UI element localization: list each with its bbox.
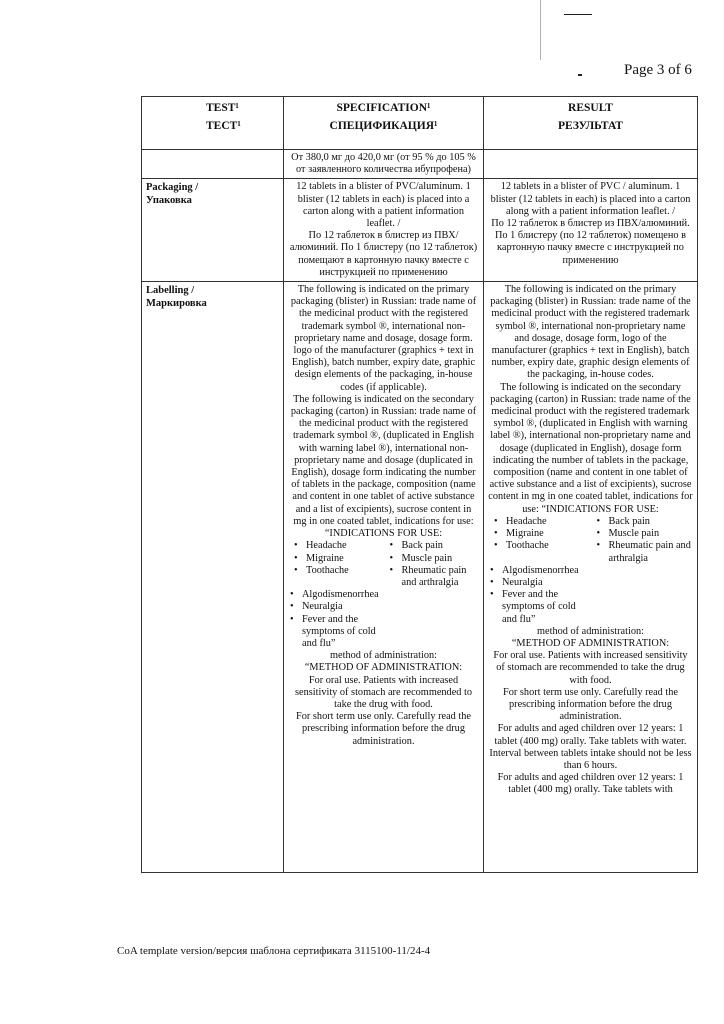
packaging-result-ru: По 12 таблеток в блистер из ПВХ/алюминий. По 1 блистеру (по 12 таблеток) помещено в картонную пачку вместе с инструкцией по применению <box>491 218 690 266</box>
spec-short-term: For short term use only. Carefully read the prescribing information before the drug administration. <box>296 711 471 747</box>
list-item: • Muscle pain <box>595 528 694 540</box>
scan-mark <box>540 0 541 60</box>
list-item: • Toothache <box>492 540 591 552</box>
header-result-ru: РЕЗУЛЬТАТ <box>558 120 623 132</box>
list-item: • Headache <box>292 540 384 552</box>
header-spec-ru: СПЕЦИФИКАЦИЯ¹ <box>329 120 438 132</box>
scan-mark <box>564 14 592 15</box>
header-result-en: RESULT <box>568 102 613 114</box>
header-test <box>142 97 284 150</box>
template-version-footer: CoA template version/версия шаблона сертификата 3115100-11/24-4 <box>117 945 431 957</box>
scan-mark <box>578 74 582 76</box>
labelling-result-cell <box>484 282 698 873</box>
labelling-spec-cell <box>284 282 484 873</box>
labelling-test-en: Labelling / <box>146 285 195 297</box>
assay-spec-cell: От 380,0 мг до 420,0 мг (от 95 % до 105 % от заявленного количества ибупрофена) <box>284 150 484 179</box>
packaging-result-en: 12 tablets in a blister of PVC / aluminum. 1 blister (12 tablets in each) is placed into a carton along with a patient information leaflet. / <box>490 181 691 217</box>
list-item: • Fever and the symptoms of cold and flu” <box>288 614 388 651</box>
list-item: • Fever and the symptoms of cold and flu” <box>488 589 588 626</box>
spec-indications-right <box>388 540 480 589</box>
header-spec-en: SPECIFICATION¹ <box>336 102 431 114</box>
result-indications-left <box>492 516 591 565</box>
list-item: • Migraine <box>492 528 591 540</box>
result-method-intro: method of administration: <box>537 625 644 637</box>
list-item: • Back pain <box>388 540 480 552</box>
spec-primary-packaging: The following is indicated on the primary packaging (blister) in Russian: trade name of the medicinal product with the registered trademark symbol ®, international non-proprietary name and dosage, dosage form. logo of the manufacturer (graphics + text in English), batch number, expiry date, graphic design elements of the packaging, in-house codes (if applicable). <box>290 284 477 393</box>
packaging-spec-en: 12 tablets in a blister of PVC/aluminum. 1 blister (12 tablets in each) is placed into a carton along with a patient information leaflet. / <box>296 181 471 230</box>
header-specification <box>284 97 484 150</box>
header-test-ru: ТЕСТ¹ <box>206 120 241 132</box>
spec-indications-list <box>292 540 479 589</box>
result-secondary-packaging: The following is indicated on the secondary packaging (carton) in Russian: trade name of the medicinal product with the registered trademark symbol ®, (duplicated in English with warning label ®), international non-proprietary name and dosage (duplicated in English), dosage form indicating the number of tablets in the package, composition (name and content in one tablet of active substance and a list of excipients), sucrose content in mg in one coated tablet, indications for use: “INDICATIONS FOR USE: <box>488 381 693 515</box>
result-dosage-adults-repeat: For adults and aged children over 12 years: 1 tablet (400 mg) orally. Take tablets with <box>497 772 684 796</box>
packaging-test-cell <box>142 179 284 282</box>
spec-indications-left <box>292 540 384 589</box>
header-test-en: TEST¹ <box>206 102 239 114</box>
spec-method-intro: method of administration: <box>330 650 437 662</box>
list-item: • Headache <box>492 516 591 528</box>
list-item: • Algodismenorrhea <box>288 589 388 601</box>
result-oral-use: For oral use. Patients with increased sensitivity of stomach are recommended to take the drug with food. <box>493 650 688 686</box>
result-interval: Interval between tablets intake should not be less than 6 hours. <box>489 747 692 771</box>
packaging-test-ru: Упаковка <box>146 195 192 207</box>
table-row-labelling <box>142 282 698 873</box>
spec-method-title: “METHOD OF ADMINISTRATION: <box>304 662 463 674</box>
coa-table <box>141 96 698 873</box>
spec-secondary-packaging: The following is indicated on the secondary packaging (carton) in Russian: trade name of the medicinal product with the registered trademark symbol ®, (duplicated in English with warning label ®), international non-proprietary name and dosage (duplicated in English), dosage form indicating the number of tablets in the package, composition (name and content in one tablet of active substance and a list of excipients), sucrose content in mg in one coated tablet, indications for use: “INDICATIONS FOR USE: <box>290 393 477 540</box>
result-primary-packaging: The following is indicated on the primary packaging (blister) in Russian: trade name of the medicinal product with the registered trademark symbol ®, international non-proprietary name and dosage, dosage form, logo of the manufacturer (graphics + text in English), batch number, expiry date, graphic design elements of the packaging, in-house codes. <box>490 284 691 381</box>
packaging-result-cell <box>484 179 698 282</box>
packaging-spec-cell <box>284 179 484 282</box>
spec-indications-more <box>288 589 388 650</box>
list-item: • Neuralgia <box>488 577 588 589</box>
list-item: • Algodismenorrhea <box>488 565 588 577</box>
list-item: • Rheumatic pain and arthralgia <box>595 540 694 564</box>
result-dosage-adults: For adults and aged children over 12 years: 1 tablet (400 mg) orally. Take tablets with water. <box>494 723 687 747</box>
result-method-title: “METHOD OF ADMINISTRATION: <box>511 637 670 649</box>
list-item: • Migraine <box>292 553 384 565</box>
spec-oral-use: For oral use. Patients with increased sensitivity of stomach are recommended to take the drug with food. <box>295 674 472 710</box>
packaging-test-en: Packaging / <box>146 182 199 194</box>
result-short-term: For short term use only. Carefully read the prescribing information before the drug administration. <box>503 686 678 723</box>
labelling-test-ru: Маркировка <box>146 298 207 310</box>
labelling-test-cell <box>142 282 284 873</box>
result-indications-right <box>595 516 694 565</box>
assay-result-cell <box>484 150 698 179</box>
list-item: • Toothache <box>292 565 384 577</box>
result-indications-more <box>488 565 588 626</box>
table-header-row <box>142 97 698 150</box>
table-row-assay-continued <box>142 150 698 179</box>
list-item: • Back pain <box>595 516 694 528</box>
page-number: Page 3 of 6 <box>624 62 692 78</box>
packaging-spec-ru: По 12 таблеток в блистер из ПВХ/алюминий. По 1 блистеру (по 12 таблеток) помещают в картонную пачку вместе с инструкцией по применению <box>289 230 478 278</box>
list-item: • Muscle pain <box>388 553 480 565</box>
result-indications-list <box>492 516 693 565</box>
table-row-packaging <box>142 179 698 282</box>
list-item: • Rheumatic pain and arthralgia <box>388 565 480 589</box>
assay-test-cell <box>142 150 284 179</box>
header-result <box>484 97 698 150</box>
list-item: • Neuralgia <box>288 601 388 613</box>
